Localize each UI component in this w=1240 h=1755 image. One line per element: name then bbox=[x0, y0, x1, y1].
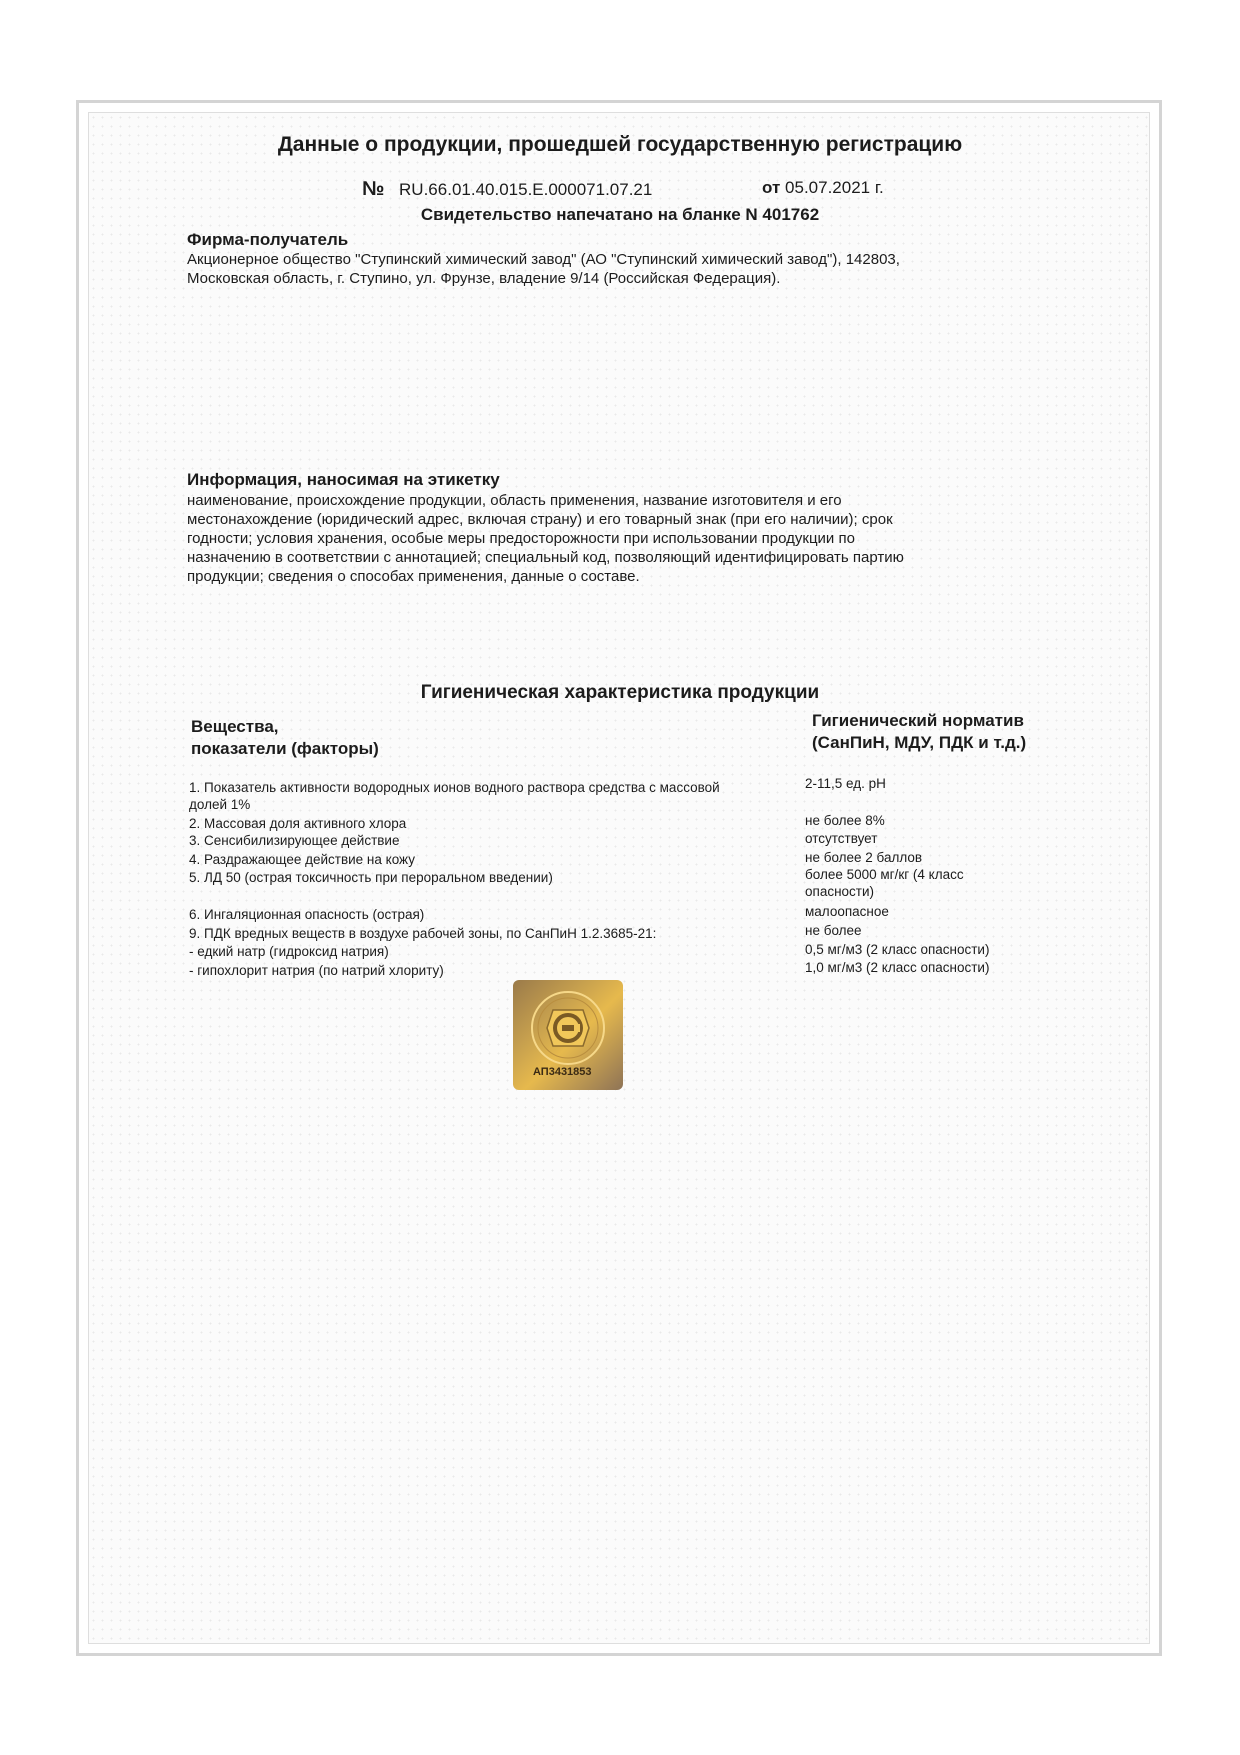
row-value: более 5000 мг/кг (4 класс bbox=[805, 867, 964, 882]
table-row-right bbox=[805, 866, 964, 900]
row-text: 2. Массовая доля активного хлора bbox=[189, 816, 407, 831]
table-row-left bbox=[189, 943, 389, 960]
seal-serial: АП3431853 bbox=[533, 1066, 592, 1078]
blank-number-line: Свидетельство напечатано на бланке N 401762 bbox=[420, 205, 820, 224]
row-value: 1,0 мг/м3 (2 класс опасности) bbox=[805, 960, 990, 975]
substances-column-header bbox=[191, 716, 379, 760]
table-row-left bbox=[189, 925, 656, 942]
row-text: - гипохлорит натрия (по натрий хлориту) bbox=[189, 963, 444, 978]
table-row-left bbox=[189, 906, 424, 923]
label-info-line: годности; условия хранения, особые меры предосторожности при использовании продукции по bbox=[187, 530, 855, 547]
norm-column-header bbox=[812, 710, 1026, 754]
reg-number-line bbox=[362, 178, 652, 201]
row-text: 1. Показатель активности водородных ионов водного раствора средства с массовой bbox=[189, 780, 720, 795]
table-row-left bbox=[189, 962, 444, 979]
label-info-heading: Информация, наносимая на этикетку bbox=[187, 470, 500, 489]
recipient-address bbox=[187, 250, 900, 288]
row-text: 6. Ингаляционная опасность (острая) bbox=[189, 907, 425, 922]
table-row-left bbox=[189, 869, 553, 886]
label-info-line: продукции; сведения о способах применения, данные о составе. bbox=[187, 568, 640, 585]
substances-header-line: показатели (факторы) bbox=[191, 739, 379, 758]
table-row-right bbox=[805, 849, 922, 866]
table-row-right bbox=[805, 922, 862, 939]
hologram-seal bbox=[513, 980, 623, 1090]
label-info-line: назначению в соответствии с аннотацией; специальный код, позволяющий идентифицировать партию bbox=[187, 549, 904, 566]
reg-number-label: № bbox=[362, 178, 385, 200]
recipient-heading: Фирма-получатель bbox=[187, 230, 349, 249]
label-info-line: наименование, происхождение продукции, область применения, название изготовителя и его bbox=[187, 492, 842, 509]
row-text: 5. ЛД 50 (острая токсичность при пероральном введении) bbox=[189, 870, 553, 885]
label-info-text bbox=[187, 491, 904, 586]
reg-date-line bbox=[762, 178, 884, 198]
table-row-left bbox=[189, 851, 415, 868]
reg-date-label: от bbox=[762, 178, 781, 197]
row-text: - едкий натр (гидроксид натрия) bbox=[189, 944, 389, 959]
row-value: малоопасное bbox=[805, 904, 889, 919]
substances-header-line: Вещества, bbox=[191, 717, 279, 736]
table-row-right bbox=[805, 959, 989, 976]
row-text: 3. Сенсибилизирующее действие bbox=[189, 833, 400, 848]
table-row-right bbox=[805, 830, 877, 847]
norm-header-line: Гигиенический норматив bbox=[812, 711, 1024, 730]
hygiene-title: Гигиеническая характеристика продукции bbox=[420, 682, 820, 703]
row-value: отсутствует bbox=[805, 831, 878, 846]
table-row-left bbox=[189, 815, 406, 832]
recipient-line: Московская область, г. Ступино, ул. Фрунзе, владение 9/14 (Российская Федерация). bbox=[187, 270, 781, 287]
row-value: 0,5 мг/м3 (2 класс опасности) bbox=[805, 942, 990, 957]
table-row-right bbox=[805, 812, 885, 829]
row-text: 4. Раздражающее действие на кожу bbox=[189, 852, 415, 867]
row-value: не более 8% bbox=[805, 813, 885, 828]
row-value: не более bbox=[805, 923, 862, 938]
table-row-right bbox=[805, 941, 989, 958]
document-title: Данные о продукции, прошедшей государственную регистрацию bbox=[277, 133, 963, 156]
row-text: 9. ПДК вредных веществ в воздухе рабочей зоны, по СанПиН 1.2.3685-21: bbox=[189, 926, 657, 941]
row-value: 2-11,5 ед. pH bbox=[805, 776, 886, 791]
table-row-left bbox=[189, 779, 720, 813]
row-text: долей 1% bbox=[189, 797, 251, 812]
row-value: опасности) bbox=[805, 884, 875, 899]
reg-date-value: 05.07.2021 г. bbox=[785, 178, 884, 197]
recipient-line: Акционерное общество "Ступинский химический завод" (АО "Ступинский химический завод"), 142803, bbox=[187, 251, 900, 268]
label-info-line: местонахождение (юридический адрес, включая страну) и его товарный знак (при его наличии); срок bbox=[187, 511, 893, 528]
reg-number-value: RU.66.01.40.015.E.000071.07.21 bbox=[399, 180, 653, 199]
table-row-right bbox=[805, 903, 889, 920]
table-row-left bbox=[189, 832, 399, 849]
row-value: не более 2 баллов bbox=[805, 850, 923, 865]
norm-header-line: (СанПиН, МДУ, ПДК и т.д.) bbox=[812, 733, 1027, 752]
table-row-right bbox=[805, 775, 886, 792]
